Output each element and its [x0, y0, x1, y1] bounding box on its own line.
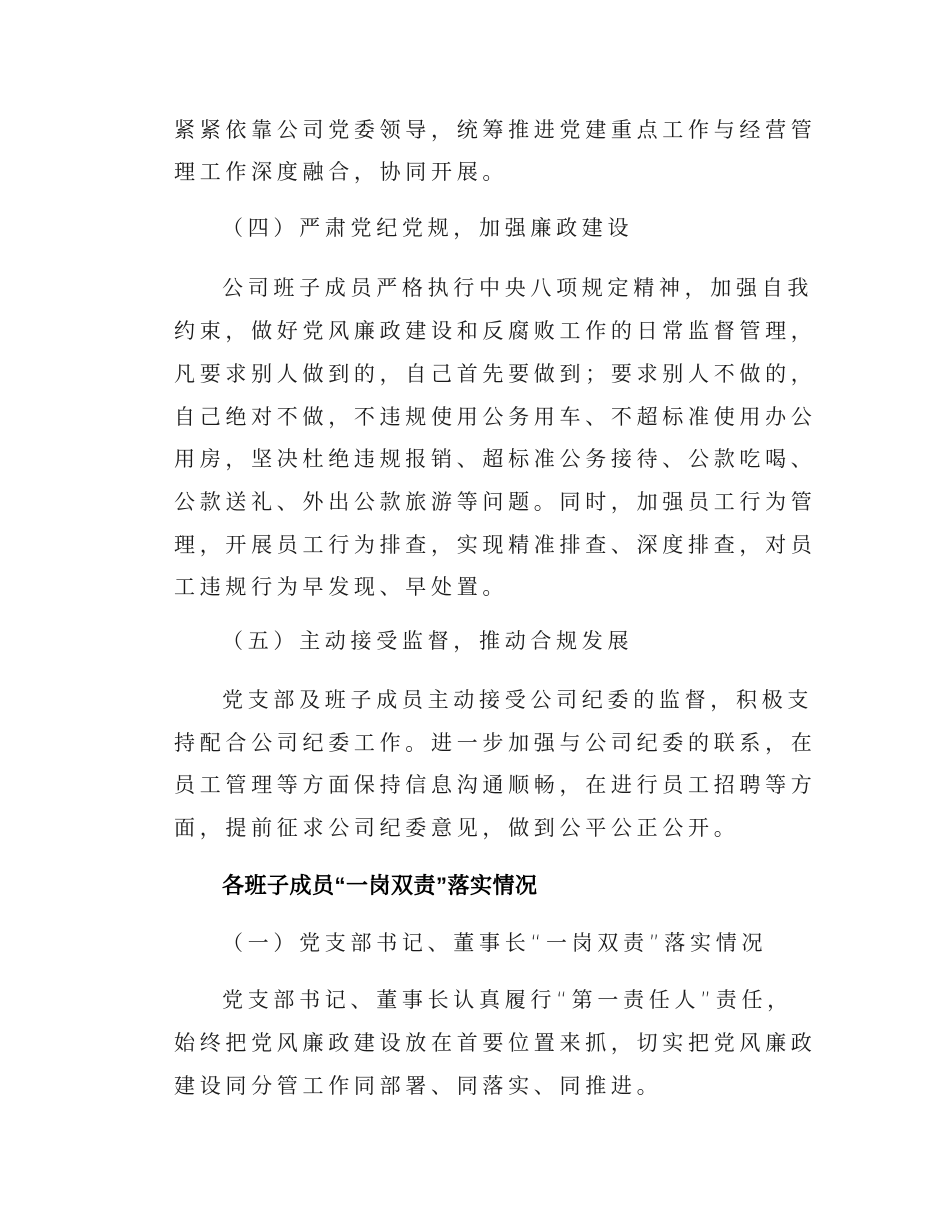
paragraph-line: 始终把党风廉政建设放在首要位置来抓，切实把党风廉政 — [174, 1031, 817, 1055]
subheading-one: （一）党支部书记、董事长“一岗双责”落实情况 — [222, 931, 768, 955]
paragraph-line: 紧紧依靠公司党委领导，统筹推进党建重点工作与经营管 — [174, 118, 817, 142]
paragraph-line: 理，开展员工行为排查，实现精准排查、深度排查，对员 — [174, 533, 817, 557]
paragraph-line: 理工作深度融合，协同开展。 — [174, 160, 509, 184]
paragraph-line: 党支部书记、董事长认真履行“第一责任人”责任， — [222, 988, 793, 1012]
paragraph-line: 工违规行为早发现、早处置。 — [174, 575, 509, 599]
paragraph-line: 面，提前征求公司纪委意见，做到公平公正公开。 — [174, 816, 740, 840]
paragraph-line: 自己绝对不做，不违规使用公务用车、不超标准使用办公 — [174, 405, 817, 429]
subheading-five: （五）主动接受监督，推动合规发展 — [222, 629, 634, 653]
paragraph-line: 员工管理等方面保持信息沟通顺畅，在进行员工招聘等方 — [174, 773, 817, 797]
paragraph-line: 用房，坚决杜绝违规报销、超标准公务接待、公款吃喝、 — [174, 447, 817, 471]
subheading-four: （四）严肃党纪党规，加强廉政建设 — [222, 216, 634, 240]
paragraph-line: 凡要求别人做到的，自己首先要做到；要求别人不做的， — [174, 362, 817, 386]
paragraph-line: 持配合公司纪委工作。进一步加强与公司纪委的联系，在 — [174, 731, 817, 755]
paragraph-line: 建设同分管工作同部署、同落实、同推进。 — [174, 1074, 663, 1098]
paragraph-line: 约束，做好党风廉政建设和反腐败工作的日常监督管理， — [174, 319, 817, 343]
paragraph-line: 党支部及班子成员主动接受公司纪委的监督，积极支 — [222, 688, 814, 712]
section-heading: 各班子成员“一岗双责”落实情况 — [222, 873, 538, 898]
paragraph-line: 公款送礼、外出公款旅游等问题。同时，加强员工行为管 — [174, 490, 817, 514]
paragraph-line: 公司班子成员严格执行中央八项规定精神，加强自我 — [222, 276, 814, 300]
